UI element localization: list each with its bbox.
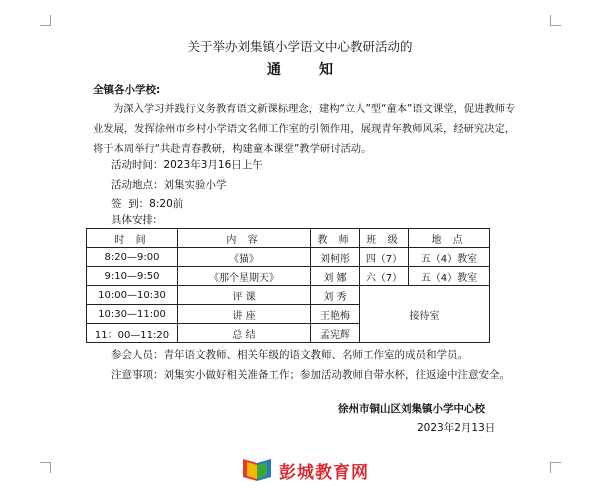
greeting: 全镇各小学校:	[93, 84, 161, 96]
page-corner-mark	[40, 462, 51, 473]
table-row	[87, 267, 490, 286]
participants: 参会人员：青年语文教师、相关年级的语文教师、名师工作室的成员和学员。	[111, 349, 468, 361]
cell-place-merged: 接待室	[360, 286, 490, 343]
cell-time: 11：00—11:20	[87, 324, 178, 343]
table-row	[87, 286, 490, 305]
cell-teacher: 王艳梅	[311, 305, 360, 324]
cell-content: 评 课	[178, 286, 311, 305]
cell-class: 四（7）	[360, 248, 409, 267]
table-row	[87, 248, 490, 267]
cell-teacher: 孟宪辉	[311, 324, 360, 343]
schedule-table	[86, 228, 490, 343]
header-teacher: 教 师	[311, 229, 360, 248]
arrangement-heading: 具体安排:	[111, 214, 157, 226]
table-header-row	[87, 229, 490, 248]
cell-place: 五（4）教室	[409, 267, 490, 286]
book-logo-icon	[240, 457, 274, 483]
document-subtitle: 通知	[267, 62, 371, 78]
cell-content: 讲 座	[178, 305, 311, 324]
header-place: 地 点	[409, 229, 490, 248]
cell-time: 10:00—10:30	[87, 286, 178, 305]
cell-teacher: 刘柯彤	[311, 248, 360, 267]
cell-content: 总 结	[178, 324, 311, 343]
watermark-text: 彭城教育网	[279, 463, 369, 483]
cell-time: 10:30—11:00	[87, 305, 178, 324]
page-corner-mark	[40, 15, 51, 26]
cell-place: 五（4）教室	[409, 248, 490, 267]
cell-time: 8:20—9:00	[87, 248, 178, 267]
cell-time: 9:10—9:50	[87, 267, 178, 286]
header-class: 班 级	[360, 229, 409, 248]
header-time: 时 间	[87, 229, 178, 248]
page-corner-mark	[550, 462, 561, 473]
cell-content: 《猫》	[178, 248, 311, 267]
cell-teacher: 刘 娜	[311, 267, 360, 286]
cell-teacher: 刘 秀	[311, 286, 360, 305]
body-paragraph: 为深入学习并践行义务教育语文新课标理念，建构“立人”型“童本”语文课堂，促进教师专业发展，发挥徐州市乡村小学语文名师工作室的引领作用，展现青年教师风采，经研究决定，将于本周举行“共赴青春教研，构建童本课堂”教学研讨活动。	[93, 103, 516, 155]
issuing-organization: 徐州市铜山区刘集镇小学中心校	[338, 403, 485, 415]
checkin-time: 签 到：8:20前	[111, 198, 184, 210]
page-corner-mark	[550, 15, 561, 26]
activity-place: 活动地点：刘集实验小学	[111, 179, 227, 191]
cell-content: 《那个星期天》	[178, 267, 311, 286]
document-title: 关于举办刘集镇小学语文中心教研活动的	[187, 39, 413, 54]
issue-date: 2023年2月13日	[417, 422, 496, 434]
cell-class: 六（7）	[360, 267, 409, 286]
header-content: 内 容	[178, 229, 311, 248]
notes: 注意事项：刘集实小做好相关准备工作；参加活动教师自带水杯，往返途中注意安全。	[111, 369, 510, 381]
activity-time: 活动时间：2023年3月16日上午	[111, 159, 263, 171]
